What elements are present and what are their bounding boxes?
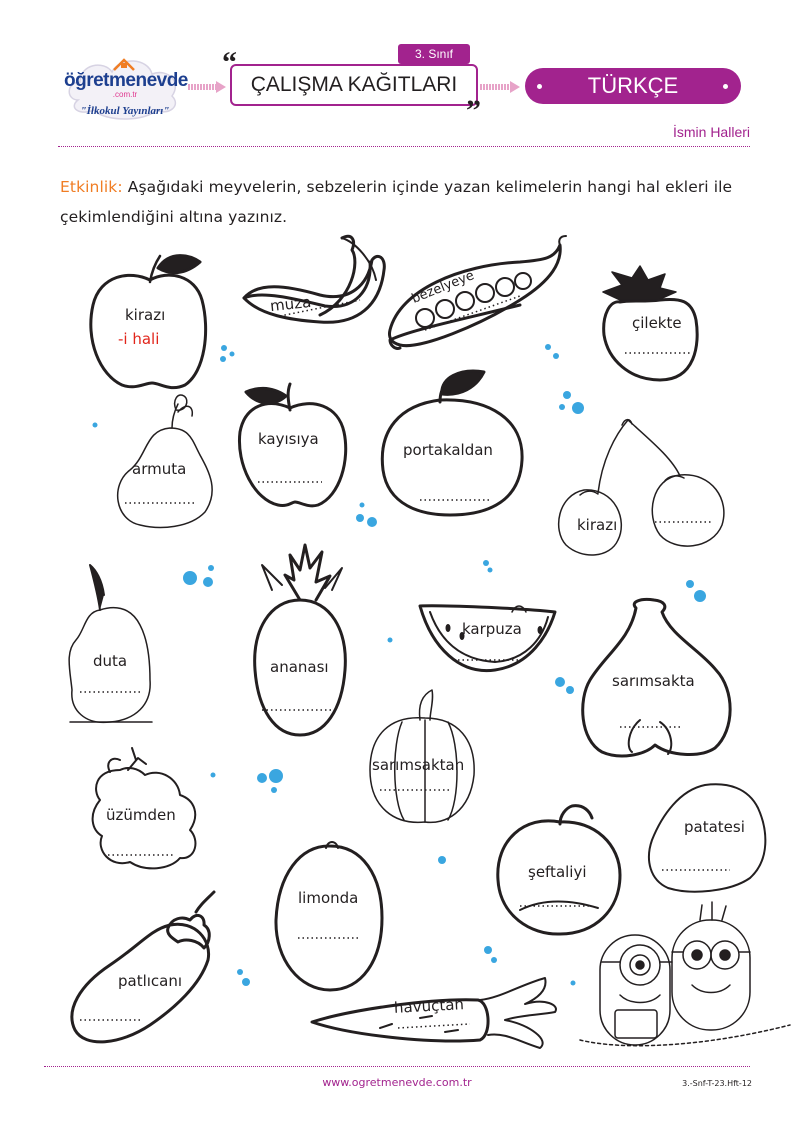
pineapple-icon: [255, 545, 346, 735]
item-word-pineapple: ananası: [270, 658, 329, 676]
item-word-peach: şeftaliyi: [528, 863, 587, 881]
item-word-pumpkin: sarımsaktan: [372, 756, 465, 774]
open-quote-mark: “: [222, 46, 237, 79]
footer-url: www.ogretmenevde.com.tr: [322, 1076, 472, 1089]
logo-wordmark: öğretmenevde: [64, 70, 188, 91]
item-word-pea-pod: bezelyeye: [409, 268, 477, 307]
watermelon-icon: [420, 606, 555, 671]
item-word-carrot: havuçtan: [393, 995, 465, 1017]
item-word-grapes: üzümden: [106, 806, 176, 824]
item-word-cherry: kirazı: [577, 516, 618, 534]
banana-icon: [244, 236, 384, 322]
item-word-watermelon: karpuza: [462, 620, 522, 638]
item-answer-apple: -i hali: [118, 330, 160, 348]
eggplant-icon: [72, 892, 214, 1042]
potato-icon: [649, 784, 765, 891]
topic-title: İsmin Halleri: [672, 124, 750, 140]
logo-tagline: "İlkokul Yayınları": [80, 105, 170, 117]
item-word-potato: patatesi: [684, 818, 745, 836]
item-word-strawberry: çilekte: [632, 314, 682, 332]
item-word-apricot: kayısıya: [258, 430, 319, 448]
item-word-banana: muza: [269, 292, 313, 316]
lemon-icon: [276, 842, 382, 990]
logo-domain: .com.tr: [112, 90, 138, 99]
footer-code: 3.-Snf-T-23.Hft-12: [682, 1079, 752, 1088]
footer-divider: [44, 1066, 750, 1067]
minion-characters-icon: [580, 902, 790, 1046]
item-word-lemon: limonda: [298, 889, 359, 907]
mulberry-icon: [69, 565, 152, 722]
close-quote-mark: ”: [466, 94, 481, 127]
item-word-mulberry: duta: [93, 652, 128, 670]
item-word-garlic: sarımsakta: [612, 672, 695, 690]
item-word-pear: armuta: [132, 460, 187, 478]
instruction-text: Aşağıdaki meyvelerin, sebzelerin içinde yazan kelimelerin hangi hal ekleri ile çekimlendiğini altına yazınız.: [60, 178, 733, 226]
worksheet-title: ÇALIŞMA KAĞITLARI: [230, 64, 478, 106]
item-word-apple: kirazı: [125, 306, 166, 324]
cherry-icon: [559, 420, 724, 555]
subject-label: TÜRKÇE: [587, 73, 679, 98]
activity-label: Etkinlik:: [60, 178, 123, 196]
item-word-orange: portakaldan: [403, 441, 493, 459]
grade-badge: 3. Sınıf: [398, 44, 470, 64]
item-word-eggplant: patlıcanı: [118, 972, 183, 990]
